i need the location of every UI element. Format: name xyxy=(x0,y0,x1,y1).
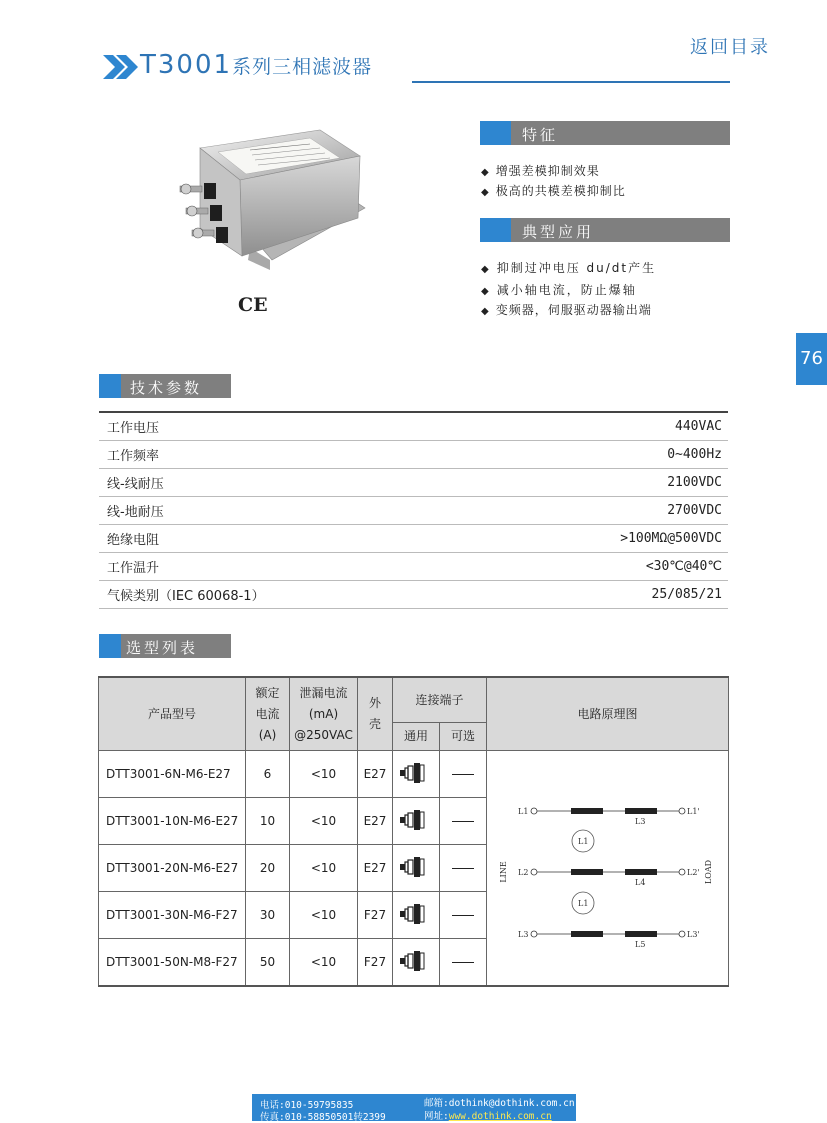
inductor-winding xyxy=(625,808,657,814)
core-ring-label: L1 xyxy=(577,837,588,846)
spec-table xyxy=(99,413,728,609)
terminal-standard-cell xyxy=(393,892,440,939)
selection-section-header xyxy=(99,634,231,658)
section-accent xyxy=(99,374,121,398)
spec-row xyxy=(99,497,728,525)
circuit-right-terminal-label: L3' xyxy=(686,930,700,939)
features-section-header xyxy=(480,121,730,145)
terminal-circle xyxy=(531,931,537,937)
spec-value: >100MΩ@500VDC xyxy=(475,525,728,553)
header-case: 外 壳 xyxy=(358,677,393,751)
spec-value: 25/085/21 xyxy=(475,581,728,609)
spec-label: 绝缘电阻 xyxy=(99,525,475,553)
selection-heading: 选型列表 xyxy=(126,639,199,657)
circuit-right-terminal-label: L2' xyxy=(686,868,700,877)
circuit-left-terminal-label: L1 xyxy=(517,807,528,816)
circuit-diagram-cell xyxy=(487,751,729,987)
ce-mark: CE xyxy=(238,294,268,316)
circuit-left-terminal-label: L3 xyxy=(517,930,528,939)
spec-value: 2700VDC xyxy=(475,497,728,525)
choke-winding xyxy=(571,869,603,875)
terminal-optional-cell xyxy=(440,798,487,845)
applications-section-header xyxy=(480,218,730,242)
header-model: 产品型号 xyxy=(99,677,246,751)
header-circuit: 电路原理图 xyxy=(487,677,729,751)
specs-heading: 技术参数 xyxy=(130,379,203,397)
table-row xyxy=(99,751,729,798)
terminal-icon xyxy=(398,854,434,880)
terminal-optional-cell xyxy=(440,845,487,892)
case-cell: F27 xyxy=(358,892,393,939)
page-title xyxy=(140,50,372,80)
inductor-winding xyxy=(625,869,657,875)
choke-winding xyxy=(571,931,603,937)
spec-label: 工作温升 xyxy=(99,553,475,581)
product-photo xyxy=(160,128,370,288)
model-cell: DTT3001-6N-M6-E27 xyxy=(99,751,246,798)
title-model: T3001 xyxy=(140,50,233,80)
dash-mark xyxy=(452,962,474,963)
diamond-bullet-icon: ◆ xyxy=(481,306,490,317)
double-chevron-icon xyxy=(103,55,139,79)
page-number-tab: 76 xyxy=(796,333,827,385)
header-leakage: 泄漏电流 (mA) @250VAC xyxy=(290,677,358,751)
terminal-optional-cell xyxy=(440,751,487,798)
diamond-bullet-icon: ◆ xyxy=(481,167,490,178)
section-accent xyxy=(99,634,121,658)
selection-table xyxy=(98,676,729,987)
dash-mark xyxy=(452,821,474,822)
specs-section-header xyxy=(99,374,231,398)
terminal-icon xyxy=(398,948,434,974)
features-heading: 特征 xyxy=(522,126,559,144)
terminal-icon xyxy=(398,760,434,786)
application-item: ◆ 抑制过冲电压 du/dt产生 xyxy=(481,261,657,275)
footer-fax: 传真:010-58850501转2399 xyxy=(260,1112,386,1123)
circuit-diagram xyxy=(489,754,727,979)
core-ring-label: L1 xyxy=(577,899,588,908)
spec-value: 0~400Hz xyxy=(475,441,728,469)
current-cell: 50 xyxy=(246,939,290,987)
terminal-circle xyxy=(679,931,685,937)
terminal-standard-cell xyxy=(393,939,440,987)
spec-value: 440VAC xyxy=(475,413,728,441)
line-side-label: LINE xyxy=(498,861,508,883)
terminal-standard-cell xyxy=(393,751,440,798)
leakage-cell: <10 xyxy=(290,892,358,939)
terminal-standard-cell xyxy=(393,798,440,845)
case-cell: E27 xyxy=(358,798,393,845)
back-to-contents-link[interactable]: 返回目录 xyxy=(690,37,770,58)
terminal-circle xyxy=(531,808,537,814)
spec-row xyxy=(99,469,728,497)
application-item: ◆ 减小轴电流，防止爆轴 xyxy=(481,283,637,297)
circuit-right-terminal-label: L1' xyxy=(686,807,700,816)
footer-contact-box xyxy=(252,1094,576,1121)
terminal-icon xyxy=(398,807,434,833)
current-cell: 10 xyxy=(246,798,290,845)
spec-label: 线-线耐压 xyxy=(99,469,475,497)
spec-label: 线-地耐压 xyxy=(99,497,475,525)
current-cell: 20 xyxy=(246,845,290,892)
inductor-label: L5 xyxy=(634,940,645,949)
case-cell: E27 xyxy=(358,751,393,798)
diamond-bullet-icon: ◆ xyxy=(481,264,491,275)
title-underline xyxy=(412,81,730,83)
model-cell: DTT3001-30N-M6-F27 xyxy=(99,892,246,939)
spec-label: 工作频率 xyxy=(99,441,475,469)
spec-label: 工作电压 xyxy=(99,413,475,441)
current-cell: 30 xyxy=(246,892,290,939)
spec-row xyxy=(99,581,728,609)
leakage-cell: <10 xyxy=(290,751,358,798)
inductor-winding xyxy=(625,931,657,937)
footer-web: 网址:www.dothink.com.cn xyxy=(424,1111,552,1122)
terminal-optional-cell xyxy=(440,892,487,939)
dash-mark xyxy=(452,915,474,916)
spec-value: <30℃@40℃ xyxy=(475,553,728,581)
spec-row xyxy=(99,525,728,553)
terminal-circle xyxy=(679,869,685,875)
leakage-cell: <10 xyxy=(290,939,358,987)
terminal-circle xyxy=(531,869,537,875)
section-accent xyxy=(480,121,511,145)
load-side-label: LOAD xyxy=(703,859,713,885)
model-cell: DTT3001-20N-M6-E27 xyxy=(99,845,246,892)
current-cell: 6 xyxy=(246,751,290,798)
header-terminal-standard: 通用 xyxy=(393,723,440,751)
diamond-bullet-icon: ◆ xyxy=(481,286,491,297)
applications-heading: 典型应用 xyxy=(522,223,595,241)
footer-web-link[interactable]: www.dothink.com.cn xyxy=(448,1111,552,1122)
case-cell: F27 xyxy=(358,939,393,987)
diamond-bullet-icon: ◆ xyxy=(481,187,490,198)
terminal-optional-cell xyxy=(440,939,487,987)
spec-row xyxy=(99,553,728,581)
spec-row xyxy=(99,413,728,441)
case-cell: E27 xyxy=(358,845,393,892)
inductor-label: L4 xyxy=(634,878,645,887)
inductor-label: L3 xyxy=(634,817,645,826)
dash-mark xyxy=(452,774,474,775)
section-accent xyxy=(480,218,511,242)
spec-row xyxy=(99,441,728,469)
feature-item: ◆ 增强差模抑制效果 xyxy=(481,164,600,178)
terminal-standard-cell xyxy=(393,845,440,892)
footer-phone: 电话:010-59795835 xyxy=(260,1100,354,1111)
application-item: ◆ 变频器，伺服驱动器输出端 xyxy=(481,303,652,317)
title-series: 系列三相滤波器 xyxy=(232,56,373,78)
feature-item: ◆ 极高的共模差模抑制比 xyxy=(481,184,626,198)
model-cell: DTT3001-50N-M8-F27 xyxy=(99,939,246,987)
leakage-cell: <10 xyxy=(290,798,358,845)
spec-label: 气候类别（IEC 60068-1） xyxy=(99,581,475,609)
terminal-circle xyxy=(679,808,685,814)
dash-mark xyxy=(452,868,474,869)
terminal-icon xyxy=(398,901,434,927)
circuit-left-terminal-label: L2 xyxy=(517,868,528,877)
model-cell: DTT3001-10N-M6-E27 xyxy=(99,798,246,845)
footer-email: 邮箱:dothink@dothink.com.cn xyxy=(424,1098,575,1109)
choke-winding xyxy=(571,808,603,814)
header-terminals: 连接端子 xyxy=(393,677,487,723)
leakage-cell: <10 xyxy=(290,845,358,892)
spec-value: 2100VDC xyxy=(475,469,728,497)
header-current: 额定 电流 (A) xyxy=(246,677,290,751)
header-terminal-optional: 可选 xyxy=(440,723,487,751)
